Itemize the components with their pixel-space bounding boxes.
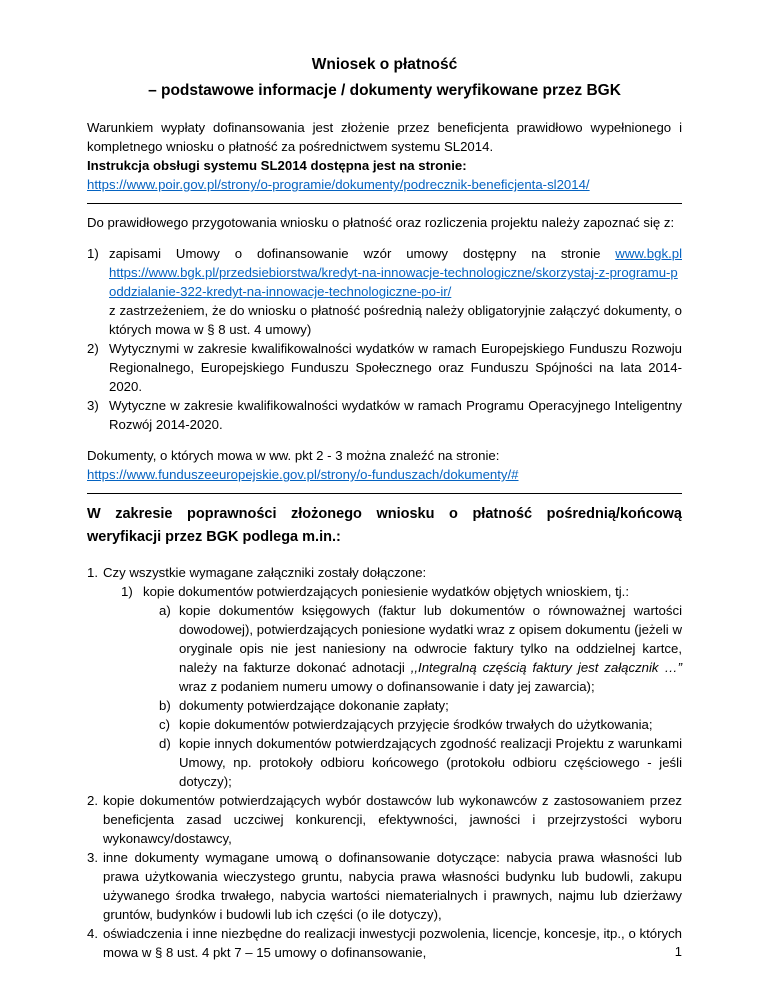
verification-item-4: [87, 924, 682, 962]
verification-item-3: [87, 848, 682, 924]
prep-item-1-note: z zastrzeżeniem, że do wniosku o płatność pośrednią należy obligatoryjnie załączyć dokumenty, o których mowa w § 8 ust. 4 umowy): [109, 303, 682, 337]
intro-paragraph: Warunkiem wypłaty dofinansowania jest złożenie przez beneficjenta prawidłowo wypełnionego i kompletnego wniosku o płatność za pośrednictwem systemu SL2014.: [87, 120, 682, 154]
list-number: 1): [87, 246, 99, 261]
list-number: 2.: [87, 793, 98, 808]
verification-item-4-text: oświadczenia i inne niezbędne do realizacji inwestycji pozwolenia, licencje, koncesje, itp., o których mowa w § 8 ust. 4 pkt 7 – 15 umowy o dofinansowanie,: [103, 926, 682, 960]
letter-item-b: [87, 696, 682, 715]
list-number: 4.: [87, 926, 98, 941]
document-page: [87, 52, 682, 962]
document-subtitle: – podstawowe informacje / dokumenty weryfikowane przez BGK: [148, 82, 621, 99]
page-number: 1: [674, 944, 682, 959]
prep-item-1: [87, 244, 682, 339]
letter-item-d-text: kopie innych dokumentów potwierdzających zgodność realizacji Projektu z warunkami Umowy, np. protokoły odbioru końcowego (protokołu odbioru częściowego - jeśli dotyczy);: [179, 736, 682, 789]
bgk-link[interactable]: www.bgk.pl: [615, 246, 682, 261]
verification-subitem-1: [87, 582, 682, 601]
list-letter: b): [159, 698, 171, 713]
document-title: Wniosek o płatność: [311, 56, 458, 73]
letter-item-b-text: dokumenty potwierdzające dokonanie zapłaty;: [179, 698, 449, 713]
list-number: 2): [87, 341, 99, 356]
list-letter: a): [159, 603, 171, 618]
verification-item-2: [87, 791, 682, 848]
instruction-heading: Instrukcja obsługi systemu SL2014 dostępna jest na stronie:: [87, 158, 467, 173]
prep-item-2: [87, 339, 682, 396]
verification-heading: W zakresie poprawności złożonego wniosku o płatność pośrednią/końcową weryfikacji przez BGK podlega m.in.:: [87, 506, 682, 545]
bgk-program-link[interactable]: https://www.bgk.pl/przedsiebiorstwa/kredyt-na-innowacje-technologiczne/skorzystaj-z-programu-poddzialanie-322-kredyt-na-innowacje-technologiczne-po-ir/: [109, 265, 678, 299]
letter-item-d: [87, 734, 682, 791]
letter-item-a: [87, 601, 682, 696]
list-number: 3.: [87, 850, 98, 865]
letter-item-a-italic: ,,Integralną częścią faktury jest załącznik …”: [410, 660, 682, 675]
verification-subitem-1-text: kopie dokumentów potwierdzających poniesienie wydatków objętych wnioskiem, tj.:: [143, 584, 629, 599]
docs-link[interactable]: https://www.funduszeeuropejskie.gov.pl/strony/o-funduszach/dokumenty/#: [87, 467, 519, 482]
verification-item-2-text: kopie dokumentów potwierdzających wybór dostawców lub wykonawców z zastosowaniem przez beneficjenta zasad uczciwej konkurencji, efektywności, jawności i przejrzystości wyboru wykonawcy/dostawcy,: [103, 793, 682, 846]
list-letter: d): [159, 736, 171, 751]
letter-item-a-text: kopie dokumentów księgowych (faktur lub dokumentów o równoważnej wartości dowodowej), potwierdzających poniesione wydatki wraz z opisem dokumentu (jeżeli w oryginale opis nie jest naniesiony na odwrocie faktury tylko na oddzielnej kartce, należy na fakturze dokonać adnotacji: [179, 603, 682, 675]
prep-item-3-text: Wytyczne w zakresie kwalifikowalności wydatków w ramach Programu Operacyjnego Inteligentny Rozwój 2014-2020.: [109, 398, 682, 432]
prep-item-1-text: zapisami Umowy o dofinansowanie wzór umowy dostępny na stronie: [109, 246, 601, 261]
letter-item-c: [87, 715, 682, 734]
list-number: 1): [121, 584, 133, 599]
prep-item-2-text: Wytycznymi w zakresie kwalifikowalności wydatków w ramach Europejskiego Funduszu Rozwoju Regionalnego, Europejskiego Funduszu Społecznego oraz Funduszu Spójności na lata 2014-2020.: [109, 341, 682, 394]
list-letter: c): [159, 717, 170, 732]
instruction-link[interactable]: https://www.poir.gov.pl/strony/o-programie/dokumenty/podrecznik-beneficjenta-sl2014/: [87, 177, 590, 192]
prep-item-3: [87, 396, 682, 434]
letter-item-a-text-end: wraz z podaniem numeru umowy o dofinansowanie i daty jej zawarcia);: [179, 679, 595, 694]
verification-item-3-text: inne dokumenty wymagane umową o dofinansowanie dotyczące: nabycia prawa własności lub prawa użytkowania wieczystego gruntu, nabycia prawa własności budynku lub budowli, zakupu używanego środka trwałego, nabycia wartości niematerialnych i prawnych, najmu lub dzierżawy gruntów, budynków i budowli lub ich części (o ile dotyczy),: [103, 850, 682, 922]
list-number: 1.: [87, 565, 98, 580]
letter-item-c-text: kopie dokumentów potwierdzających przyjęcie środków trwałych do użytkowania;: [179, 717, 653, 732]
list-number: 3): [87, 398, 99, 413]
prep-lead: Do prawidłowego przygotowania wniosku o płatność oraz rozliczenia projektu należy zapoznać się z:: [87, 215, 675, 230]
verification-item-1-text: Czy wszystkie wymagane załączniki zostały dołączone:: [103, 565, 427, 580]
verification-item-1: [87, 563, 682, 582]
docs-text: Dokumenty, o których mowa w ww. pkt 2 - 3 można znaleźć na stronie:: [87, 448, 500, 463]
